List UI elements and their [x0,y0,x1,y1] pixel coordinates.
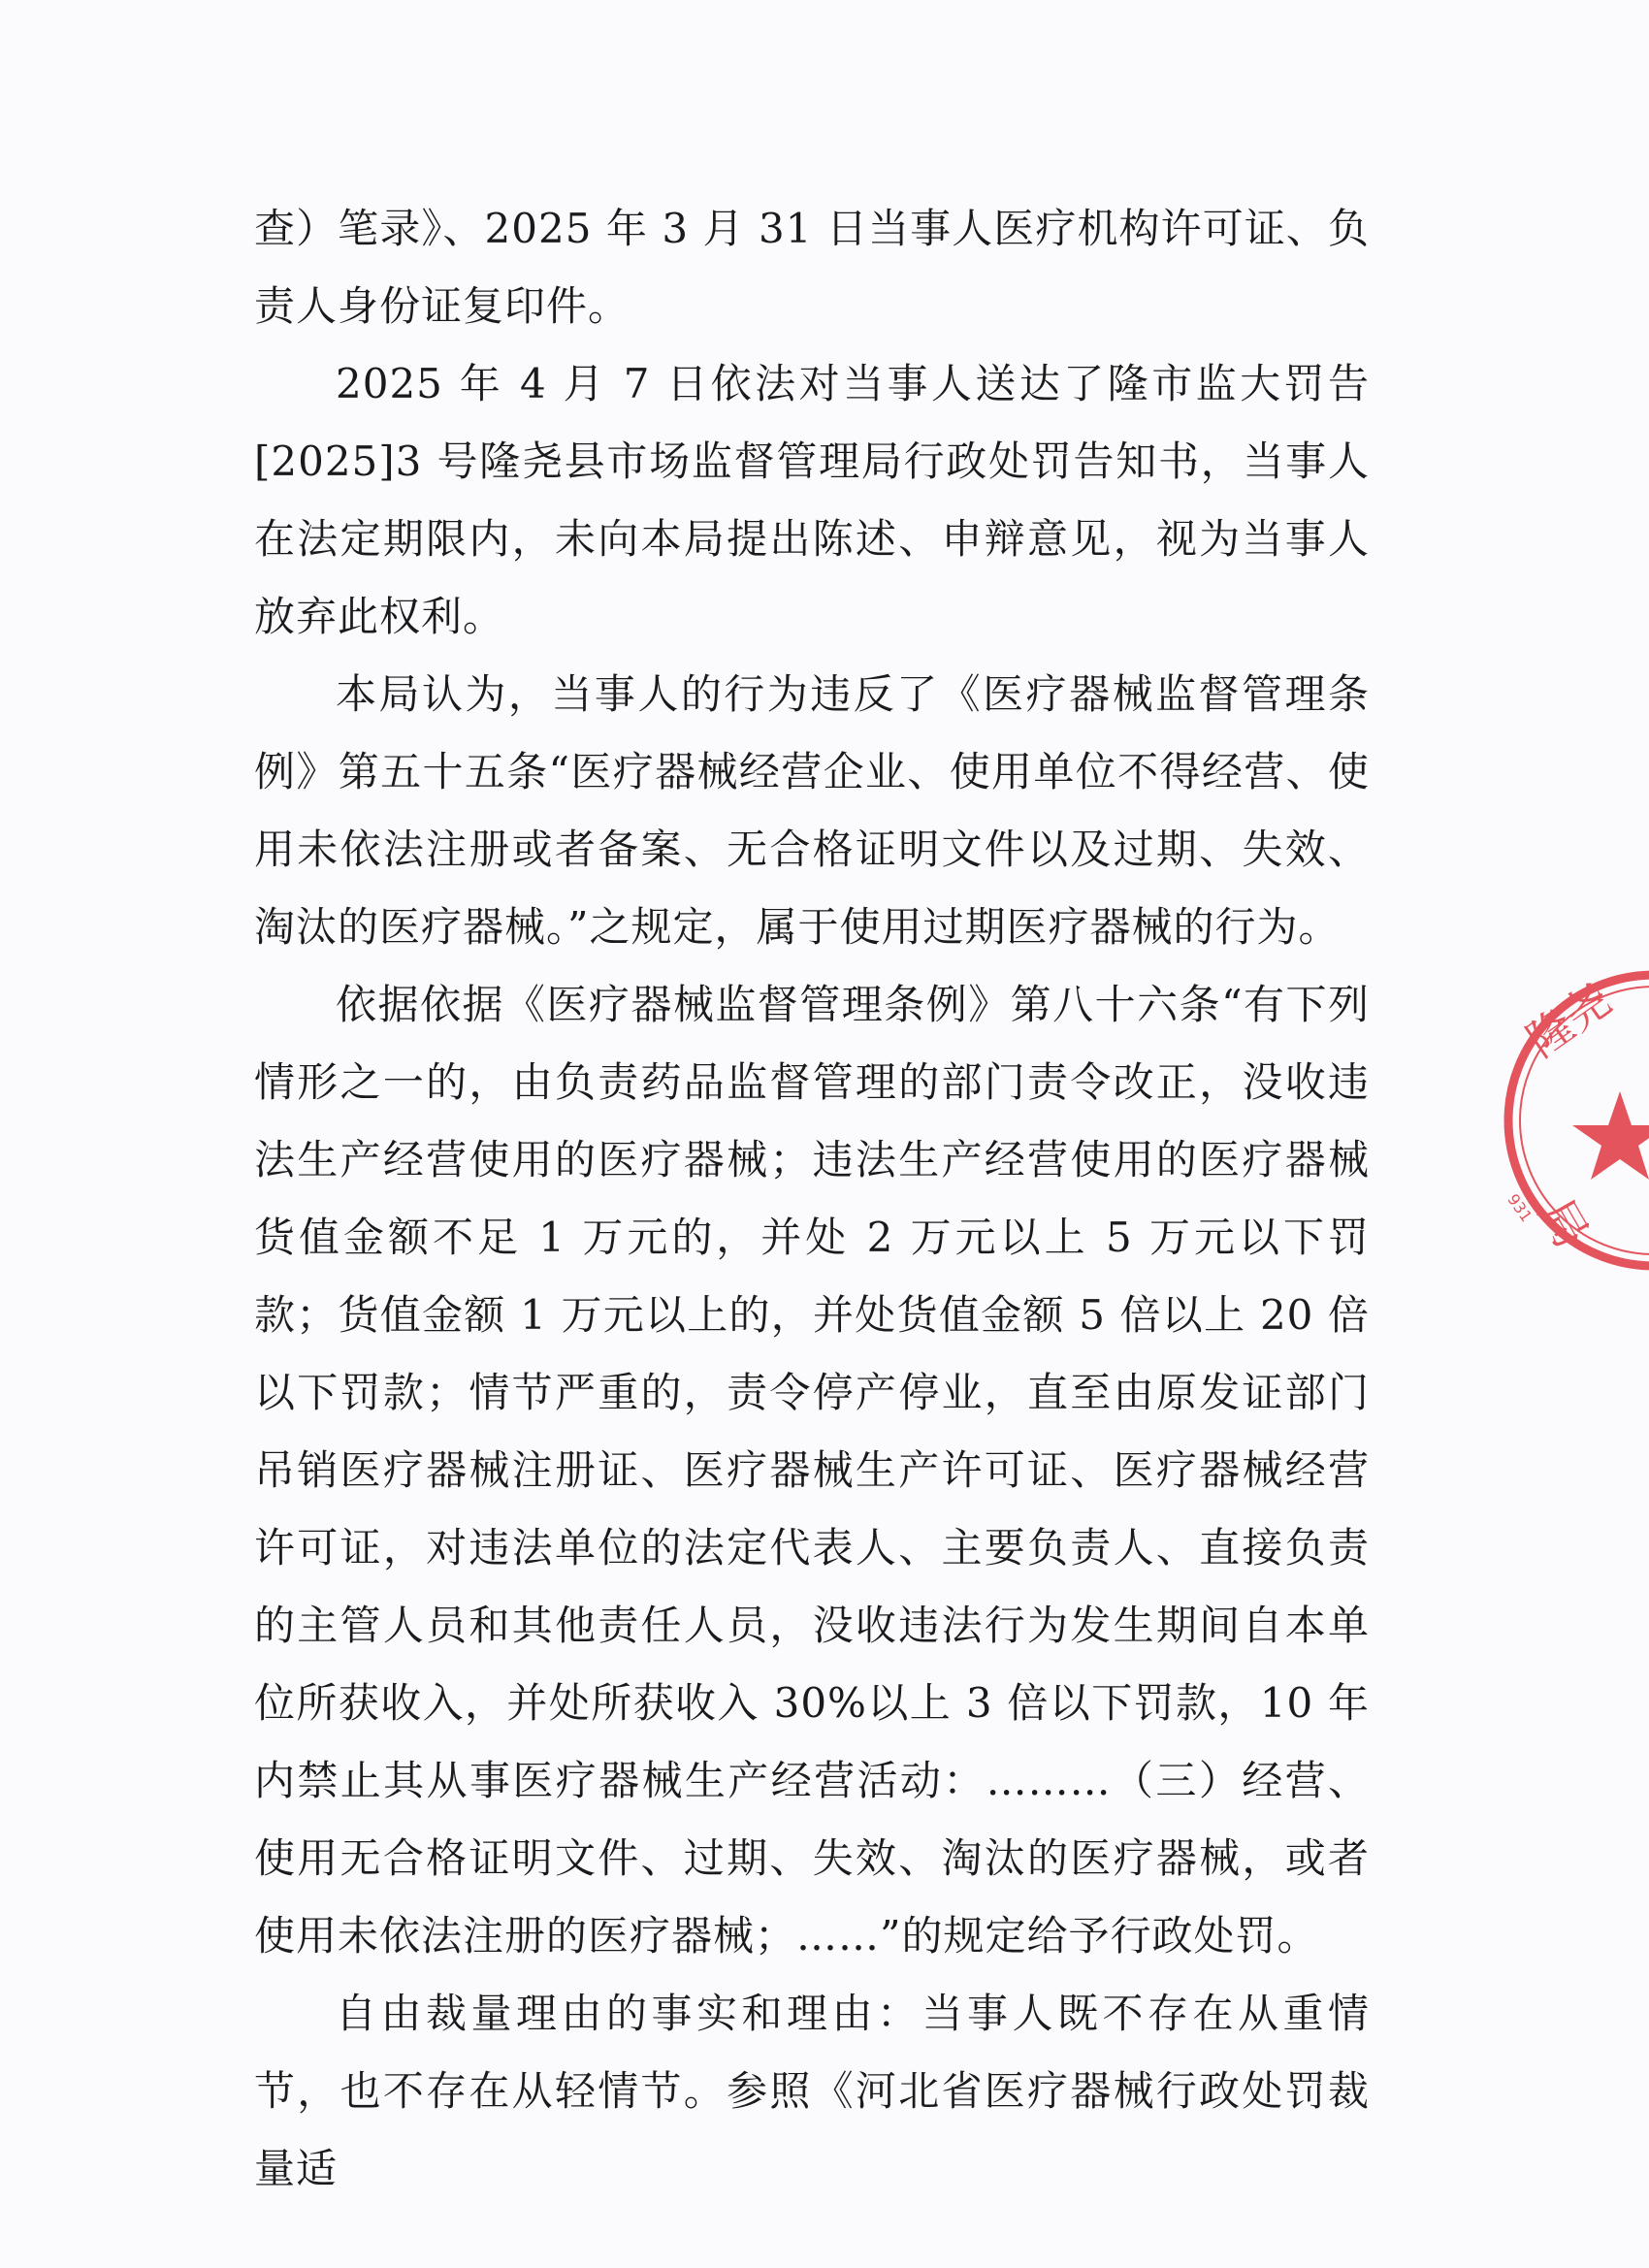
official-seal-stamp [1494,956,1649,1285]
document-body [254,190,1370,2208]
paragraph-2: 2025 年 4 月 7 日依法对当事人送达了隆市监大罚告[2025]3 号隆尧县市场监督管理局行政处罚告知书，当事人在法定期限内，未向本局提出陈述、申辩意见，视为当事人放弃此权利。 [254,360,1370,640]
seal-text-bottom: 局 [1528,1189,1600,1258]
seal-digits: 931 [1504,1190,1536,1226]
paragraph-1: 查）笔录》、2025 年 3 月 31 日当事人医疗机构许可证、负责人身份证复印件。 [254,205,1370,330]
seal-text-top: 隆尧 [1517,973,1621,1068]
paragraph-3: 本局认为，当事人的行为违反了《医疗器械监督管理条例》第五十五条“医疗器械经营企业、使用单位不得经营、使用未依法注册或者备案、无合格证明文件以及过期、失效、淘汰的医疗器械。”之规定，属于使用过期医疗器械的行为。 [254,670,1370,951]
paragraph-5: 自由裁量理由的事实和理由：当事人既不存在从重情节，也不存在从轻情节。参照《河北省医疗器械行政处罚裁量适 [254,1990,1370,2192]
paragraph-4: 依据依据《医疗器械监督管理条例》第八十六条“有下列情形之一的，由负责药品监督管理的部门责令改正，没收违法生产经营使用的医疗器械；违法生产经营使用的医疗器械货值金额不足 1 万元的，并处 2 万元以上 5 万元以下罚款；货值金额 1 万元以上的，并处货值金额 5 倍以上 20 倍以下罚款；情节严重的，责令停产停业，直至由原发证部门吊销医疗器械注册证、医疗器械生产许可证、医疗器械经营许可证，对违法单位的法定代表人、主要负责人、直接负责的主管人员和其他责任人员，没收违法行为发生期间自本单位所获收入，并处所获收入 30%以上 3 倍以下罚款，10 年内禁止其从事医疗器械生产经营活动：………（三）经营、使用无合格证明文件、过期、失效、淘汰的医疗器械，或者使用未依法注册的医疗器械；……”的规定给予行政处罚。 [254,981,1370,1960]
